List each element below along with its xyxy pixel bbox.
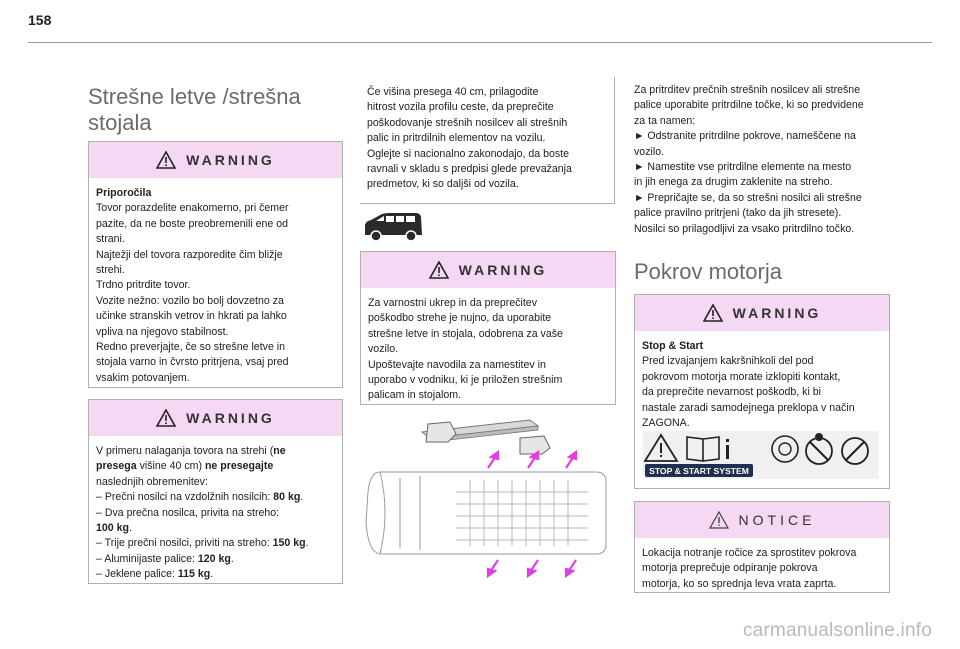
notice-triangle-icon [709, 511, 729, 529]
text-line: nastale zaradi samodejnega preklopa v način [642, 401, 855, 414]
stop-start-label-text: STOP & START SYSTEM [649, 466, 749, 476]
warning-header [89, 400, 342, 436]
text-line: naslednjih obremenitev: [96, 475, 208, 488]
title-line: stojala [88, 110, 152, 135]
fixing-point-arrows [488, 452, 576, 576]
text-line: Za varnostni ukrep in da preprečitev [368, 297, 537, 309]
text-line: strani. [96, 233, 125, 246]
text-line: presega višine 40 cm) ne presegajte [96, 460, 274, 473]
text-line: 100 kg. [96, 522, 132, 535]
warning-box-recommendations [88, 141, 343, 388]
text-line: Pred izvajanjem kakršnihkoli del pod [642, 355, 814, 368]
text-line: vpliva na njegovo stabilnost. [96, 325, 229, 338]
text-line: Upoštevajte navodila za namestitev in [368, 358, 546, 371]
continued-text: Če višina presega 40 cm, prilagodite hitrost vozila profilu ceste, da preprečite poškodovanje strešnih nosilcev ali strešnih palic in pritrdilnih elementov na vozilu. Oglejte si nacionalno zakonodajo, da boste ravnali v skladu s predpisi glede prevažanja predmetov, ki so daljši od vozila. [367, 86, 572, 191]
warning-box-load-limits [88, 399, 343, 584]
text-line: učinke stranskih vetrov in hkrati pa lahko [96, 310, 287, 323]
text-line: Lokacija notranje ročice za sprostitev pokrova [642, 547, 857, 559]
warning-triangle-icon [703, 304, 723, 322]
title-line: Strešne letve /strešna [88, 84, 301, 109]
roof-bar-foot-detail [422, 420, 550, 454]
text-line: Redno preverjajte, če so strešne letve in [96, 341, 286, 354]
warning-header [635, 295, 889, 331]
warning-triangle-icon [156, 151, 176, 169]
text-line: palicam in stojalom. [368, 389, 462, 402]
text-line: uporabo v vodniku, ki je priložen strešnim [368, 374, 563, 387]
text-line: Najtežji del tovora razporedite čim bližje [96, 248, 283, 261]
text-line: strešne letve in stojala, odobrena za vaše [368, 327, 563, 340]
text-line: V primeru nalaganja tovora na strehi (ne [96, 445, 286, 457]
text-line: Trdno pritrdite tovor. [96, 279, 191, 292]
section-title-roof-bars [88, 84, 301, 136]
mounting-instructions: Za pritrditev prečnih strešnih nosilcev ali strešne palice uporabite pritrdilne točke, ki so predvidene za ta namen: ► Odstranite pritrdilne pokrove, nameščene na vozilo. ► Namestite vse pritrdilne elemente na mesto in jih enega za drugim zaklenite na streho. ► Prepričajte se, da so strešni nosilci ali strešne palice pravilno pritrjeni (tako da jih stresete). Nosilci so prilagodljivi za vsako pritrdilno točko. [634, 84, 864, 235]
continued-warning-box [360, 77, 615, 204]
notice-box-bonnet-release [634, 501, 890, 593]
text-line: strehi. [96, 264, 125, 277]
stop-start-label [643, 431, 879, 479]
warning-label: WARNING [732, 305, 822, 321]
text-line: Vozite nežno: vozilo bo bolj dovzetno za [96, 294, 284, 307]
warning-header [89, 142, 342, 178]
text-line: ZAGONA. [642, 417, 690, 430]
warning-label: WARNING [458, 262, 548, 278]
text-line: motorja, ko so sprednja leva vrata zaprta. [642, 577, 837, 590]
warning-body [361, 288, 615, 410]
van-top-view [366, 472, 606, 554]
warning-label: WARNING [186, 152, 275, 168]
warning-triangle-icon [429, 261, 449, 279]
text-line: – Aluminijaste palice: 120 kg. [96, 552, 234, 565]
text-line: vsakim potovanjem. [96, 371, 190, 384]
text-line: Stop & Start [642, 340, 704, 352]
warning-box-approved-bars [360, 251, 616, 405]
page-number: 158 [28, 12, 52, 28]
roof-panel-ribs [456, 480, 588, 546]
text-line: – Prečni nosilci na vzdolžnih nosilcih: 80 kg. [96, 491, 304, 504]
text-line: pazite, da ne boste preobremenili ene od [96, 217, 288, 230]
notice-body [635, 538, 889, 598]
van-silhouette-icon [362, 210, 424, 244]
warning-label: WARNING [186, 410, 275, 426]
text-line: vozilo. [368, 343, 399, 356]
warning-header [361, 252, 615, 288]
text-line: Priporočila [96, 187, 152, 199]
watermark: carmanualsonline.info [742, 620, 932, 641]
text-line: motorja preprečuje odpiranje pokrova [642, 562, 818, 575]
top-rule [28, 42, 932, 43]
warning-body [635, 331, 889, 437]
text-line: pokrovom motorja morate izklopiti kontakt, [642, 370, 841, 383]
warning-box-stop-start [634, 294, 890, 489]
notice-label: NOTICE [738, 512, 816, 528]
text-line: stojala varno in čvrsto pritrjena, vsaj pred [96, 356, 289, 369]
text-line: Tovor porazdelite enakomerno, pri čemer [96, 202, 289, 215]
warning-body [89, 436, 342, 589]
text-line: – Jeklene palice: 115 kg. [96, 568, 214, 581]
section-title-bonnet: Pokrov motorja [634, 259, 782, 284]
roof-attachment-illustration [360, 412, 614, 590]
text-line: da preprečite nevarnost poškodb, ki bi [642, 386, 822, 399]
notice-header [635, 502, 889, 538]
text-line: poškodbo strehe je nujno, da uporabite [368, 312, 552, 325]
warning-body [89, 178, 342, 392]
warning-triangle-icon [156, 409, 176, 427]
text-line: – Trije prečni nosilci, priviti na streho: 150 kg. [96, 537, 309, 550]
text-line: – Dva prečna nosilca, privita na streho: [96, 506, 280, 519]
